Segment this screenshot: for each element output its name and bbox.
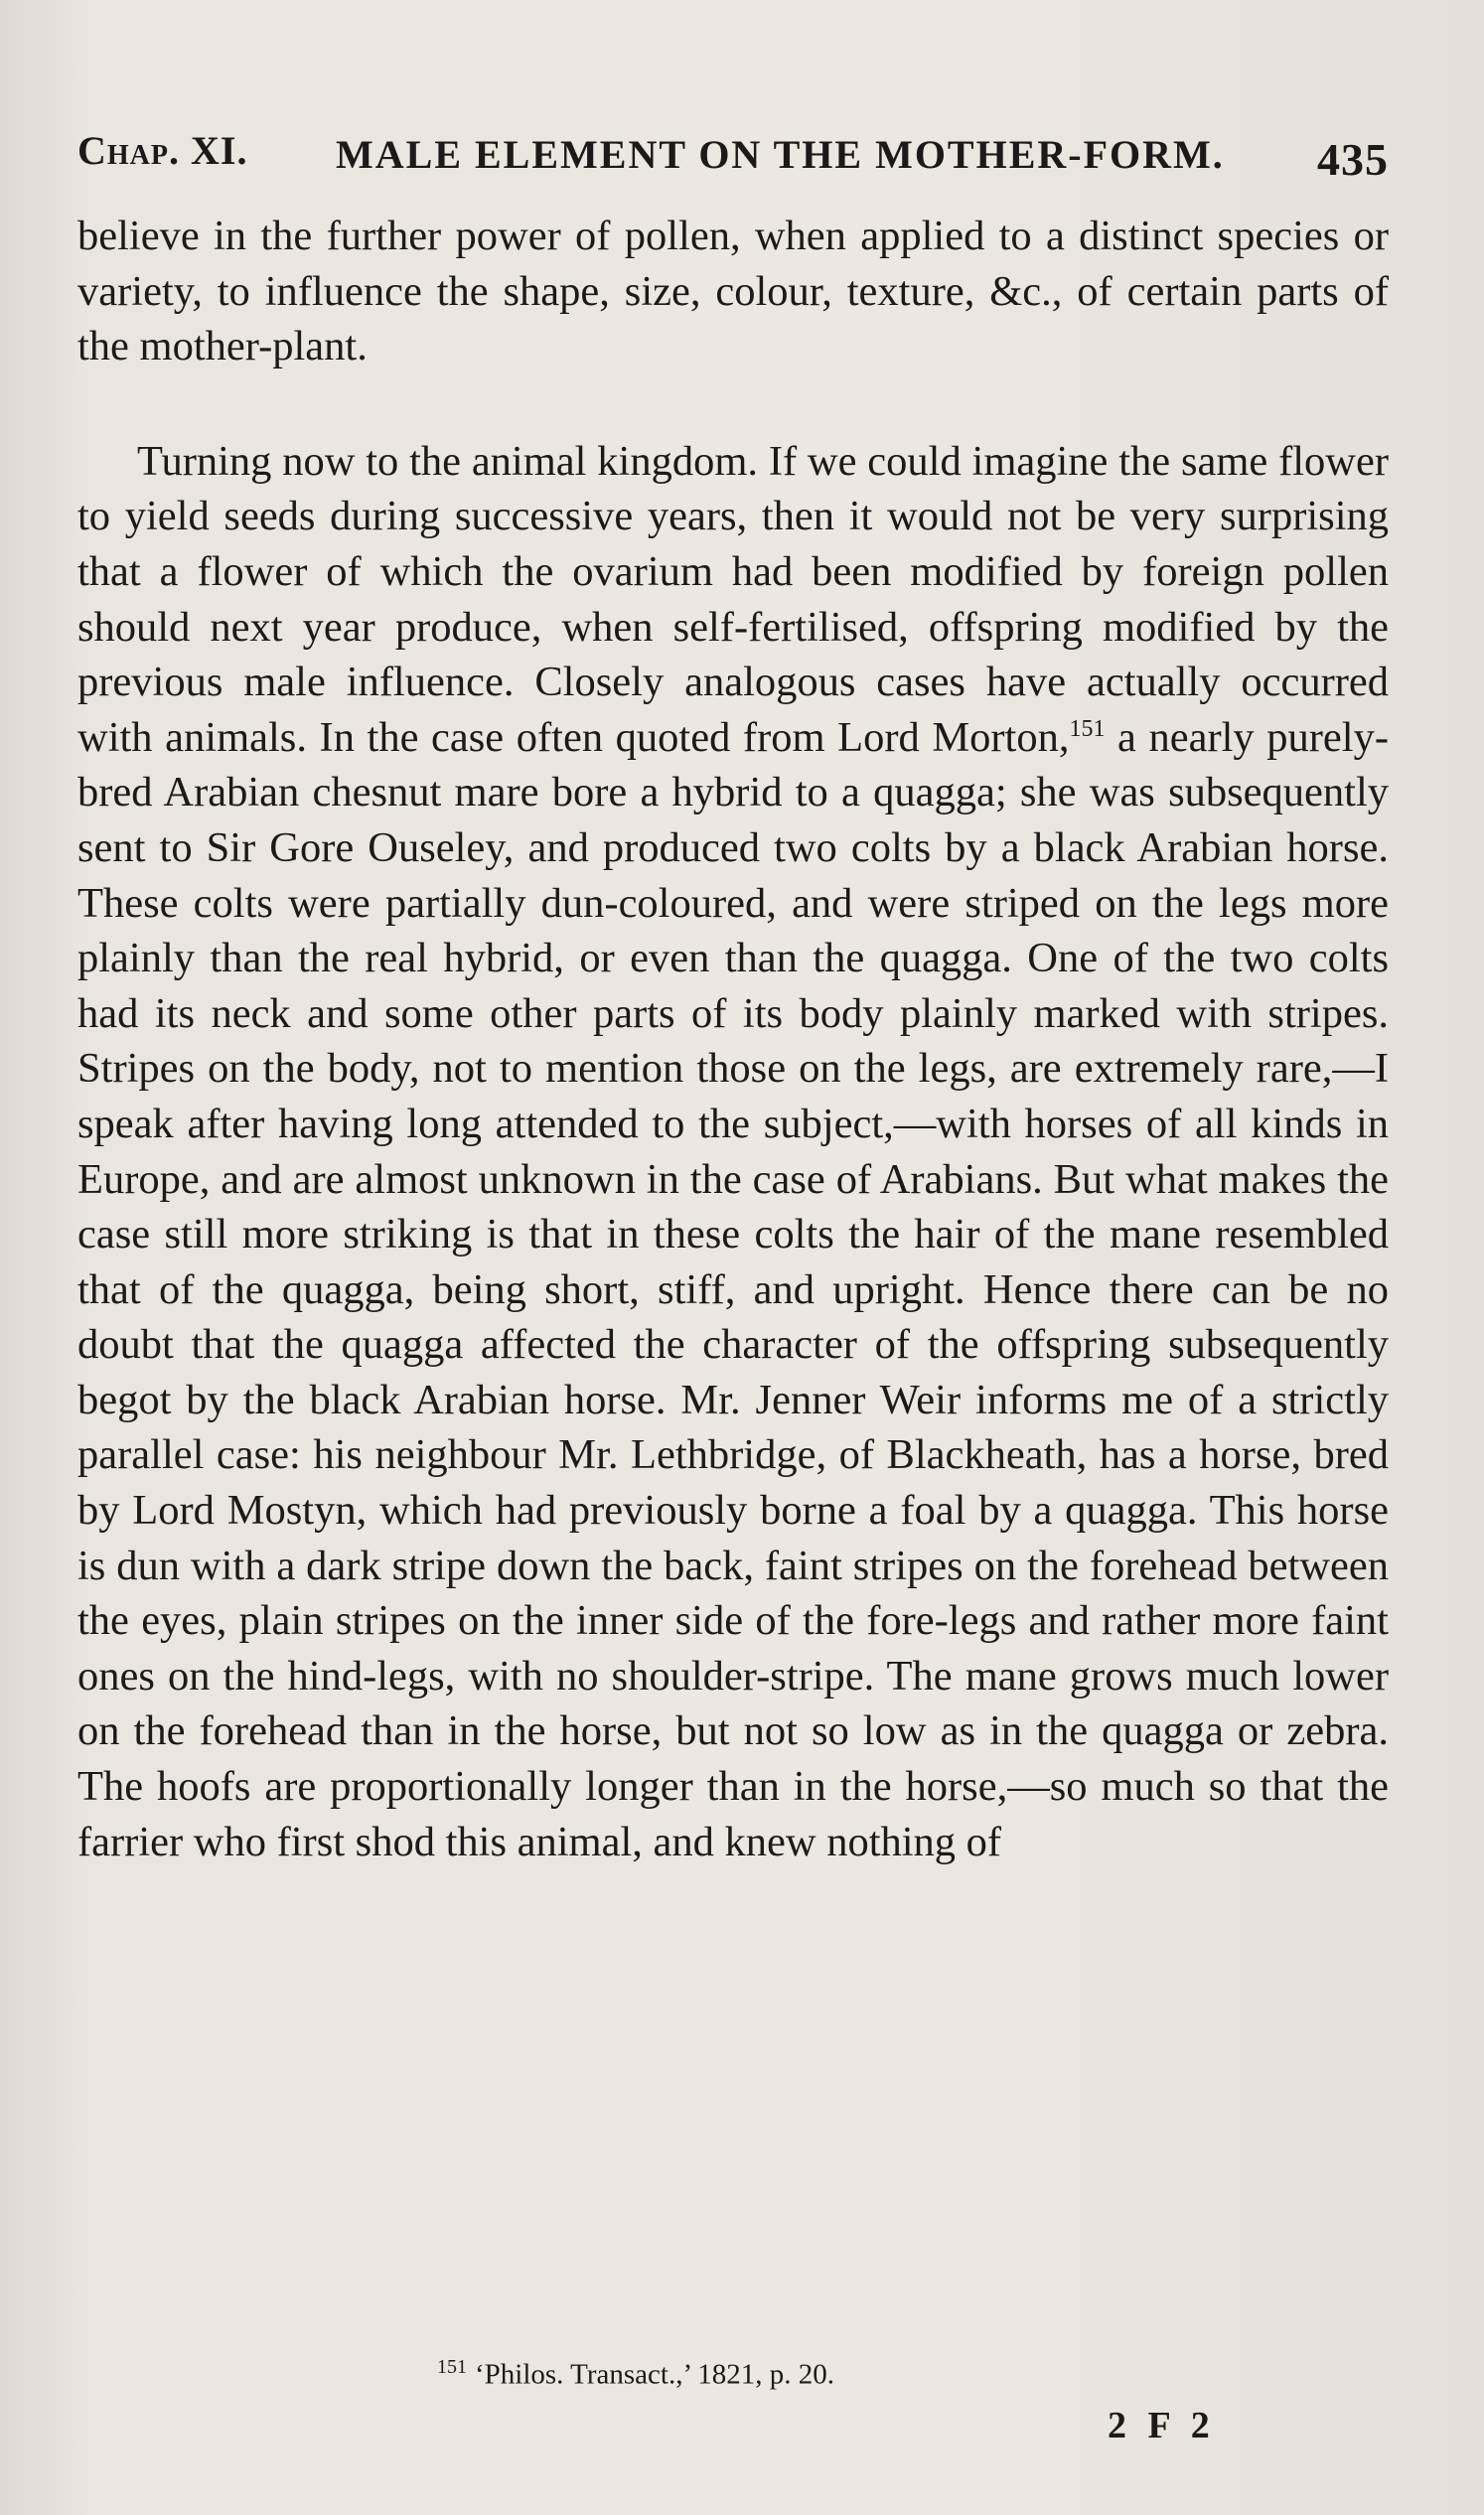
running-head xyxy=(77,117,1389,187)
paragraph-animal-kingdom xyxy=(77,434,1389,1869)
footnote-reference: 151 xyxy=(1069,715,1106,742)
running-title: MALE ELEMENT ON THE MOTHER-FORM. xyxy=(336,132,1225,177)
signature-mark: 2 F 2 xyxy=(1108,2405,1216,2446)
footnote-number: 151 xyxy=(437,2356,467,2378)
paragraph-text-before-ref: Turning now to the animal kingdom. If we could imagine the same flower to yield seeds during successive years, then it would not be very surprising that a flower of which the ovarium had been modified by foreign pollen should next year produce, when self-fertilised, offspring modified by the previous male influence. Closely analogous cases have actually occurred with animals. In the case often quoted from Lord Morton, xyxy=(77,437,1389,761)
footnote xyxy=(437,2356,834,2392)
page-number: 435 xyxy=(1317,134,1389,185)
paragraph-continued xyxy=(77,209,1389,374)
body-text xyxy=(77,209,1389,1869)
paragraph-text: believe in the further power of pollen, when applied to a distinct species or variety, to influence the shape, size, colour, texture, &c., of certain parts of the mother-plant. xyxy=(77,213,1389,370)
footnote-text: ‘Philos. Transact.,’ 1821, p. 20. xyxy=(475,2358,834,2391)
paragraph-text-after-ref: a nearly purely-bred Arabian chesnut mare bore a hybrid to a quagga; she was subsequently sent to Sir Gore Ouseley, and produced two colts by a black Arabian horse. These colts were partially dun-coloured, and were striped on the legs more plainly than the real hybrid, or even than the quagga. One of the two colts had its neck and some other parts of its body plainly marked with stripes. Stripes on the body, not to mention those on the legs, are extremely rare,—I speak after having long attended to the subject,—with horses of all kinds in Europe, and are almost unknown in the case of Arabians. But what makes the case still more striking is that in these colts the hair of the mane resembled that of the quagga, being short, stiff, and upright. Hence there can be no doubt that the quagga affected the character of the offspring subsequently begot by the black Arabian horse. Mr. Jenner Weir informs me of a strictly parallel case: his neighbour Mr. Lethbridge, of Blackheath, has a horse, bred by Lord Mostyn, which had previously borne a foal by a quagga. This horse is dun with a dark stripe down the back, faint stripes on the forehead between the eyes, plain stripes on the inner side of the fore-legs and rather more faint ones on the hind-legs, with no shoulder-stripe. The mane grows much lower on the forehead than in the horse, but not so low as in the quagga or zebra. The hoofs are proportionally longer than in the horse,—so much so that the farrier who first shod this animal, and knew nothing of xyxy=(77,713,1389,1865)
chapter-label: Chap. XI. xyxy=(77,128,248,173)
